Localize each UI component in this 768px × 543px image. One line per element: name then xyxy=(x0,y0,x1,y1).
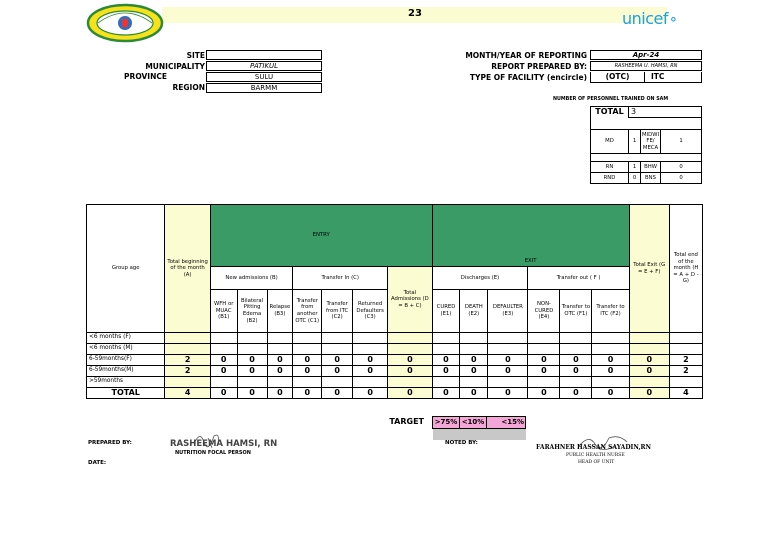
table-cell xyxy=(629,344,669,355)
personnel-row: RND 0 BNS 0 xyxy=(591,173,702,184)
table-cell: 0 xyxy=(460,355,488,366)
site-label: SITE xyxy=(186,51,205,60)
table-cell xyxy=(388,333,432,344)
table-cell: 2 xyxy=(669,355,702,366)
table-cell: 0 xyxy=(488,355,528,366)
table-cell xyxy=(293,377,322,388)
prepared-by-label: REPORT PREPARED BY: xyxy=(491,62,587,71)
table-cell xyxy=(267,344,293,355)
table-cell xyxy=(592,344,629,355)
noted-role-2: HEAD OF UNIT xyxy=(578,460,615,465)
sam-report-table-body: Group age Total beginning of the month (A) ENTRY EXIT Total Exit (G = E + F) Total end of the month (H = A + D - G) New admissions (B) Transfer In (C) Total Admissions (D = B + C) Discharges (E) Transfer out ( F ) WFH or MUAC (B1) Bilateral Pitting Edema (B2) Relapse (B3) Transfer from another OTC (C1) Transfer from ITC (C2) Returned Defaulters (C3) CURED (E1) DEATH (E2) DEFAULTER (E3) NON-CURED (E4) Transfer to OTC (F1) Transfer to ITC (F2) <6 months (F) <6 months (M) 6-59months(F) 2 0 0 0 0 0 0 0 0 0 0 0 0 0 0 2 6-59months(M) 2 0 0 0 0 0 0 0 0 0 0 0 0 0 0 2 >59months TOTAL 4 0 0 0 0 0 0 0 0 0 0 0 0 0 0 4 xyxy=(86,204,703,399)
table-cell xyxy=(267,333,293,344)
col-e3: DEFAULTER (E3) xyxy=(488,290,528,333)
table-cell: 0 xyxy=(560,355,592,366)
personnel-total-value: 3 xyxy=(629,107,702,118)
prepared-by-sig-label: PREPARED BY: xyxy=(88,440,132,446)
table-cell xyxy=(592,377,629,388)
table-cell: 0 xyxy=(592,366,629,377)
table-cell xyxy=(165,377,210,388)
facility-type-options xyxy=(590,72,702,83)
target-label: TARGET xyxy=(389,417,424,426)
region-label: REGION xyxy=(172,83,205,92)
col-b1: WFH or MUAC (B1) xyxy=(210,290,237,333)
table-row xyxy=(87,377,703,388)
municipal-seal-logo xyxy=(86,3,164,43)
table-cell xyxy=(210,333,237,344)
municipality-value: PATIKUL xyxy=(206,61,322,71)
data-rows xyxy=(87,333,703,388)
row-label: >59months xyxy=(87,377,165,388)
table-cell: 0 xyxy=(629,366,669,377)
table-cell: 0 xyxy=(322,366,353,377)
new-admissions-header: New admissions (B) xyxy=(210,267,293,290)
table-cell xyxy=(528,344,560,355)
table-row xyxy=(87,355,703,366)
table-cell xyxy=(165,333,210,344)
noted-by-label: NOTED BY: xyxy=(445,440,478,446)
personnel-table xyxy=(590,106,702,184)
table-cell: 0 xyxy=(322,355,353,366)
col-e4: NON-CURED (E4) xyxy=(528,290,560,333)
table-cell: 0 xyxy=(293,355,322,366)
table-cell xyxy=(629,377,669,388)
table-cell xyxy=(165,344,210,355)
table-cell: 2 xyxy=(669,366,702,377)
table-cell: 0 xyxy=(528,366,560,377)
facility-type-label: TYPE OF FACILITY (encircle) xyxy=(469,73,587,82)
target-cured: >75% xyxy=(433,417,460,429)
region-value: BARMM xyxy=(206,83,322,93)
table-cell xyxy=(669,344,702,355)
month-label: MONTH/YEAR OF REPORTING xyxy=(465,51,587,60)
row-label: <6 months (M) xyxy=(87,344,165,355)
target-defaulter: <15% xyxy=(487,417,526,429)
row-label: 6-59months(M) xyxy=(87,366,165,377)
transfer-in-header: Transfer In (C) xyxy=(293,267,388,290)
table-cell: 2 xyxy=(165,355,210,366)
table-cell xyxy=(528,333,560,344)
table-cell xyxy=(210,344,237,355)
table-cell xyxy=(560,377,592,388)
table-cell xyxy=(460,344,488,355)
target-death: <10% xyxy=(460,417,487,429)
table-cell xyxy=(267,377,293,388)
table-cell: 0 xyxy=(353,366,388,377)
personnel-title: NUMBER OF PERSONNEL TRAINED ON SAM xyxy=(553,97,669,102)
table-cell xyxy=(293,333,322,344)
transfer-out-header: Transfer out ( F ) xyxy=(528,267,629,290)
col-e1: CURED (E1) xyxy=(432,290,460,333)
table-cell xyxy=(353,377,388,388)
prepared-by-value: RASHEEMA U. HAMSI, RN xyxy=(590,61,702,71)
prepared-role: NUTRITION FOCAL PERSON xyxy=(175,450,251,456)
table-cell xyxy=(560,344,592,355)
table-cell xyxy=(432,344,460,355)
table-cell xyxy=(432,377,460,388)
col-f1: Transfer to OTC (F1) xyxy=(560,290,592,333)
table-cell: 0 xyxy=(237,366,267,377)
table-row xyxy=(87,366,703,377)
table-cell xyxy=(388,377,432,388)
col-b3: Relapse (B3) xyxy=(267,290,293,333)
table-cell: 0 xyxy=(432,355,460,366)
table-cell xyxy=(528,377,560,388)
total-row: TOTAL 4 0 0 0 0 0 0 0 0 0 0 0 0 0 0 4 xyxy=(87,388,703,399)
table-cell xyxy=(210,377,237,388)
table-cell xyxy=(388,344,432,355)
table-cell xyxy=(488,344,528,355)
unicef-logo: unicef⚬ xyxy=(622,9,679,28)
table-cell: 0 xyxy=(353,355,388,366)
table-cell xyxy=(322,333,353,344)
table-cell: 0 xyxy=(460,366,488,377)
table-row xyxy=(87,333,703,344)
table-cell xyxy=(237,377,267,388)
table-cell xyxy=(592,333,629,344)
col-c2: Transfer from ITC (C2) xyxy=(322,290,353,333)
table-cell: 0 xyxy=(388,366,432,377)
municipality-label: MUNICIPALITY xyxy=(145,62,205,71)
table-row xyxy=(87,344,703,355)
province-label: PROVINCE xyxy=(124,72,167,81)
table-cell xyxy=(460,333,488,344)
table-cell xyxy=(237,333,267,344)
facility-itc: ITC xyxy=(644,72,702,83)
table-cell: 0 xyxy=(560,366,592,377)
table-cell: 0 xyxy=(629,355,669,366)
table-cell: 0 xyxy=(210,366,237,377)
site-value xyxy=(206,50,322,60)
table-cell: 0 xyxy=(267,366,293,377)
table-cell: 0 xyxy=(267,355,293,366)
table-cell xyxy=(629,333,669,344)
personnel-total-label: TOTAL xyxy=(591,107,629,118)
table-cell xyxy=(353,333,388,344)
table-cell xyxy=(353,344,388,355)
personnel-row: RN 1 BHW 0 xyxy=(591,162,702,173)
total-admissions-header: Total Admissions (D = B + C) xyxy=(388,267,432,333)
table-cell: 0 xyxy=(388,355,432,366)
table-cell xyxy=(322,344,353,355)
col-c3: Returned Defaulters (C3) xyxy=(353,290,388,333)
table-cell xyxy=(669,377,702,388)
table-cell xyxy=(460,377,488,388)
date-label: DATE: xyxy=(88,460,107,466)
table-cell: 0 xyxy=(528,355,560,366)
prepared-name: RASHEEMA HAMSI, RN xyxy=(170,439,278,449)
table-cell xyxy=(293,344,322,355)
table-cell: 0 xyxy=(432,366,460,377)
table-cell xyxy=(237,344,267,355)
col-f2: Transfer to ITC (F2) xyxy=(592,290,629,333)
col-e2: DEATH (E2) xyxy=(460,290,488,333)
table-cell xyxy=(432,333,460,344)
province-value: SULU xyxy=(206,72,322,82)
table-cell xyxy=(669,333,702,344)
table-cell: 0 xyxy=(592,355,629,366)
table-cell xyxy=(322,377,353,388)
target-table xyxy=(432,416,526,440)
table-cell xyxy=(488,377,528,388)
row-label: <6 months (F) xyxy=(87,333,165,344)
month-value: Apr-24 xyxy=(590,50,702,60)
table-cell: 0 xyxy=(293,366,322,377)
col-b2: Bilateral Pitting Edema (B2) xyxy=(237,290,267,333)
table-cell: 0 xyxy=(488,366,528,377)
personnel-row: MD 1 MIDWI FE/ MECA 1 xyxy=(591,130,702,154)
table-cell: 0 xyxy=(237,355,267,366)
noted-name: FARAHNER HASSAN SAYADIN,RN xyxy=(536,444,652,451)
table-cell xyxy=(560,333,592,344)
table-cell: 2 xyxy=(165,366,210,377)
table-cell: 0 xyxy=(210,355,237,366)
discharges-header: Discharges (E) xyxy=(432,267,528,290)
facility-otc: (OTC) xyxy=(590,72,644,83)
page-number: 23 xyxy=(408,8,422,19)
noted-role-1: PUBLIC HEALTH NURSE xyxy=(566,453,625,458)
row-label: 6-59months(F) xyxy=(87,355,165,366)
col-c1: Transfer from another OTC (C1) xyxy=(293,290,322,333)
table-cell xyxy=(488,333,528,344)
